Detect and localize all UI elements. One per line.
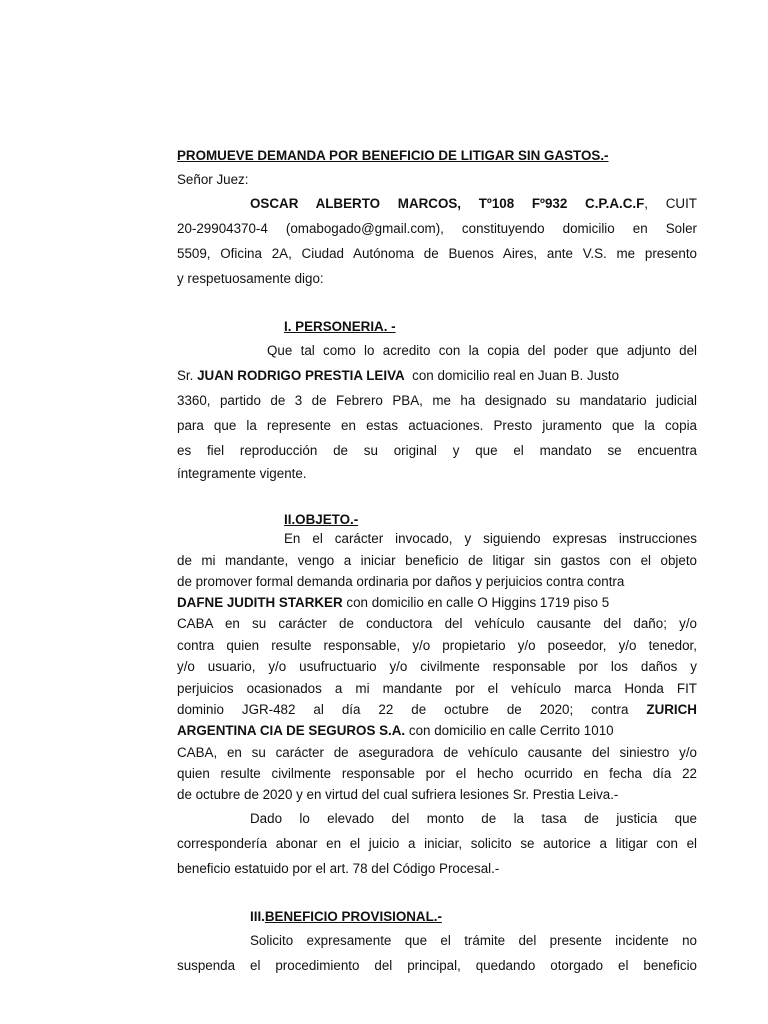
s2-line-10: ARGENTINA CIA DE SEGUROS S.A. con domicilio en calle Cerrito 1010	[177, 723, 614, 738]
s2-line-11: CABA, en su carácter de aseguradora de vehículo causante del siniestro y/o	[177, 745, 697, 760]
s1-line-1: Que tal como lo acredito con la copia del poder que adjunto del	[267, 343, 697, 358]
s3-line-2: suspenda el procedimiento del principal, quedando otorgado el beneficio	[177, 958, 697, 973]
document-title: PROMUEVE DEMANDA POR BENEFICIO DE LITIGAR SIN GASTOS.-	[177, 148, 609, 163]
s2-line-9: dominio JGR-482 al día 22 de octubre de 2020; contra ZURICH	[177, 702, 697, 717]
insurer-name-part-2: ARGENTINA CIA DE SEGUROS S.A.	[177, 723, 406, 738]
s2-line-3: de promover formal demanda ordinaria por daños y perjuicios contra contra	[177, 574, 625, 589]
s2-p2-line-3: beneficio estatuido por el art. 78 del Código Procesal.-	[177, 861, 500, 876]
s2-line-4: DAFNE JUDITH STARKER con domicilio en calle O Higgins 1719 piso 5	[177, 595, 610, 610]
s1-line-6: íntegramente vigente.	[177, 466, 307, 481]
section-2-heading: II.OBJETO.-	[284, 512, 359, 527]
intro-line-1: OSCAR ALBERTO MARCOS, Tº108 Fº932 C.P.A.C.F, CUIT	[250, 196, 697, 211]
s1-line-2: Sr. JUAN RODRIGO PRESTIA LEIVA con domicilio real en Juan B. Justo	[177, 368, 620, 383]
s1-line-4: para que la represente en estas actuaciones. Presto juramento que la copia	[177, 418, 697, 433]
intro-line-3: 5509, Oficina 2A, Ciudad Autónoma de Buenos Aires, ante V.S. me presento	[177, 246, 697, 261]
s2-line-2: de mi mandante, vengo a iniciar beneficio de litigar sin gastos con el objeto	[177, 553, 697, 568]
intro-line-4: y respetuosamente digo:	[177, 271, 324, 286]
s2-line-1: En el carácter invocado, y siguiendo expresas instrucciones	[284, 531, 697, 546]
s2-line-5: CABA en su carácter de conductora del vehículo causante del daño; y/o	[177, 616, 697, 631]
s2-line-6: contra quien resulte responsable, y/o propietario y/o poseedor, y/o tenedor,	[177, 638, 697, 653]
s2-line-8: perjuicios ocasionados a mi mandante por el vehículo marca Honda FIT	[177, 681, 697, 696]
section-1-heading: I. PERSONERIA. -	[284, 319, 396, 334]
s2-p2-line-2: correspondería abonar en el juicio a iniciar, solicito se autorice a litigar con el	[177, 836, 697, 851]
attorney-name: OSCAR ALBERTO MARCOS, Tº108 Fº932 C.P.A.C.F	[250, 196, 645, 211]
section-3-heading: III.BENEFICIO PROVISIONAL.-	[250, 909, 442, 924]
s2-line-12: quien resulte civilmente responsable por el hecho ocurrido en fecha día 22	[177, 766, 697, 781]
s2-line-13: de octubre de 2020 y en virtud del cual sufriera lesiones Sr. Prestia Leiva.-	[177, 787, 619, 802]
s1-line-5: es fiel reproducción de su original y que el mandato se encuentra	[177, 443, 697, 458]
client-name: JUAN RODRIGO PRESTIA LEIVA	[197, 368, 405, 383]
s2-p2-line-1: Dado lo elevado del monto de la tasa de justicia que	[250, 811, 697, 826]
intro-line-2: 20-29904370-4 (omabogado@gmail.com), constituyendo domicilio en Soler	[177, 221, 697, 236]
insurer-name-part-1: ZURICH	[646, 702, 697, 717]
defendant-name: DAFNE JUDITH STARKER	[177, 595, 343, 610]
salutation: Señor Juez:	[177, 172, 249, 187]
s3-line-1: Solicito expresamente que el trámite del presente incidente no	[250, 933, 697, 948]
s1-line-3: 3360, partido de 3 de Febrero PBA, me ha designado su mandatario judicial	[177, 393, 697, 408]
s2-line-7: y/o usuario, y/o usufructuario y/o civilmente responsable por los daños y	[177, 659, 697, 674]
